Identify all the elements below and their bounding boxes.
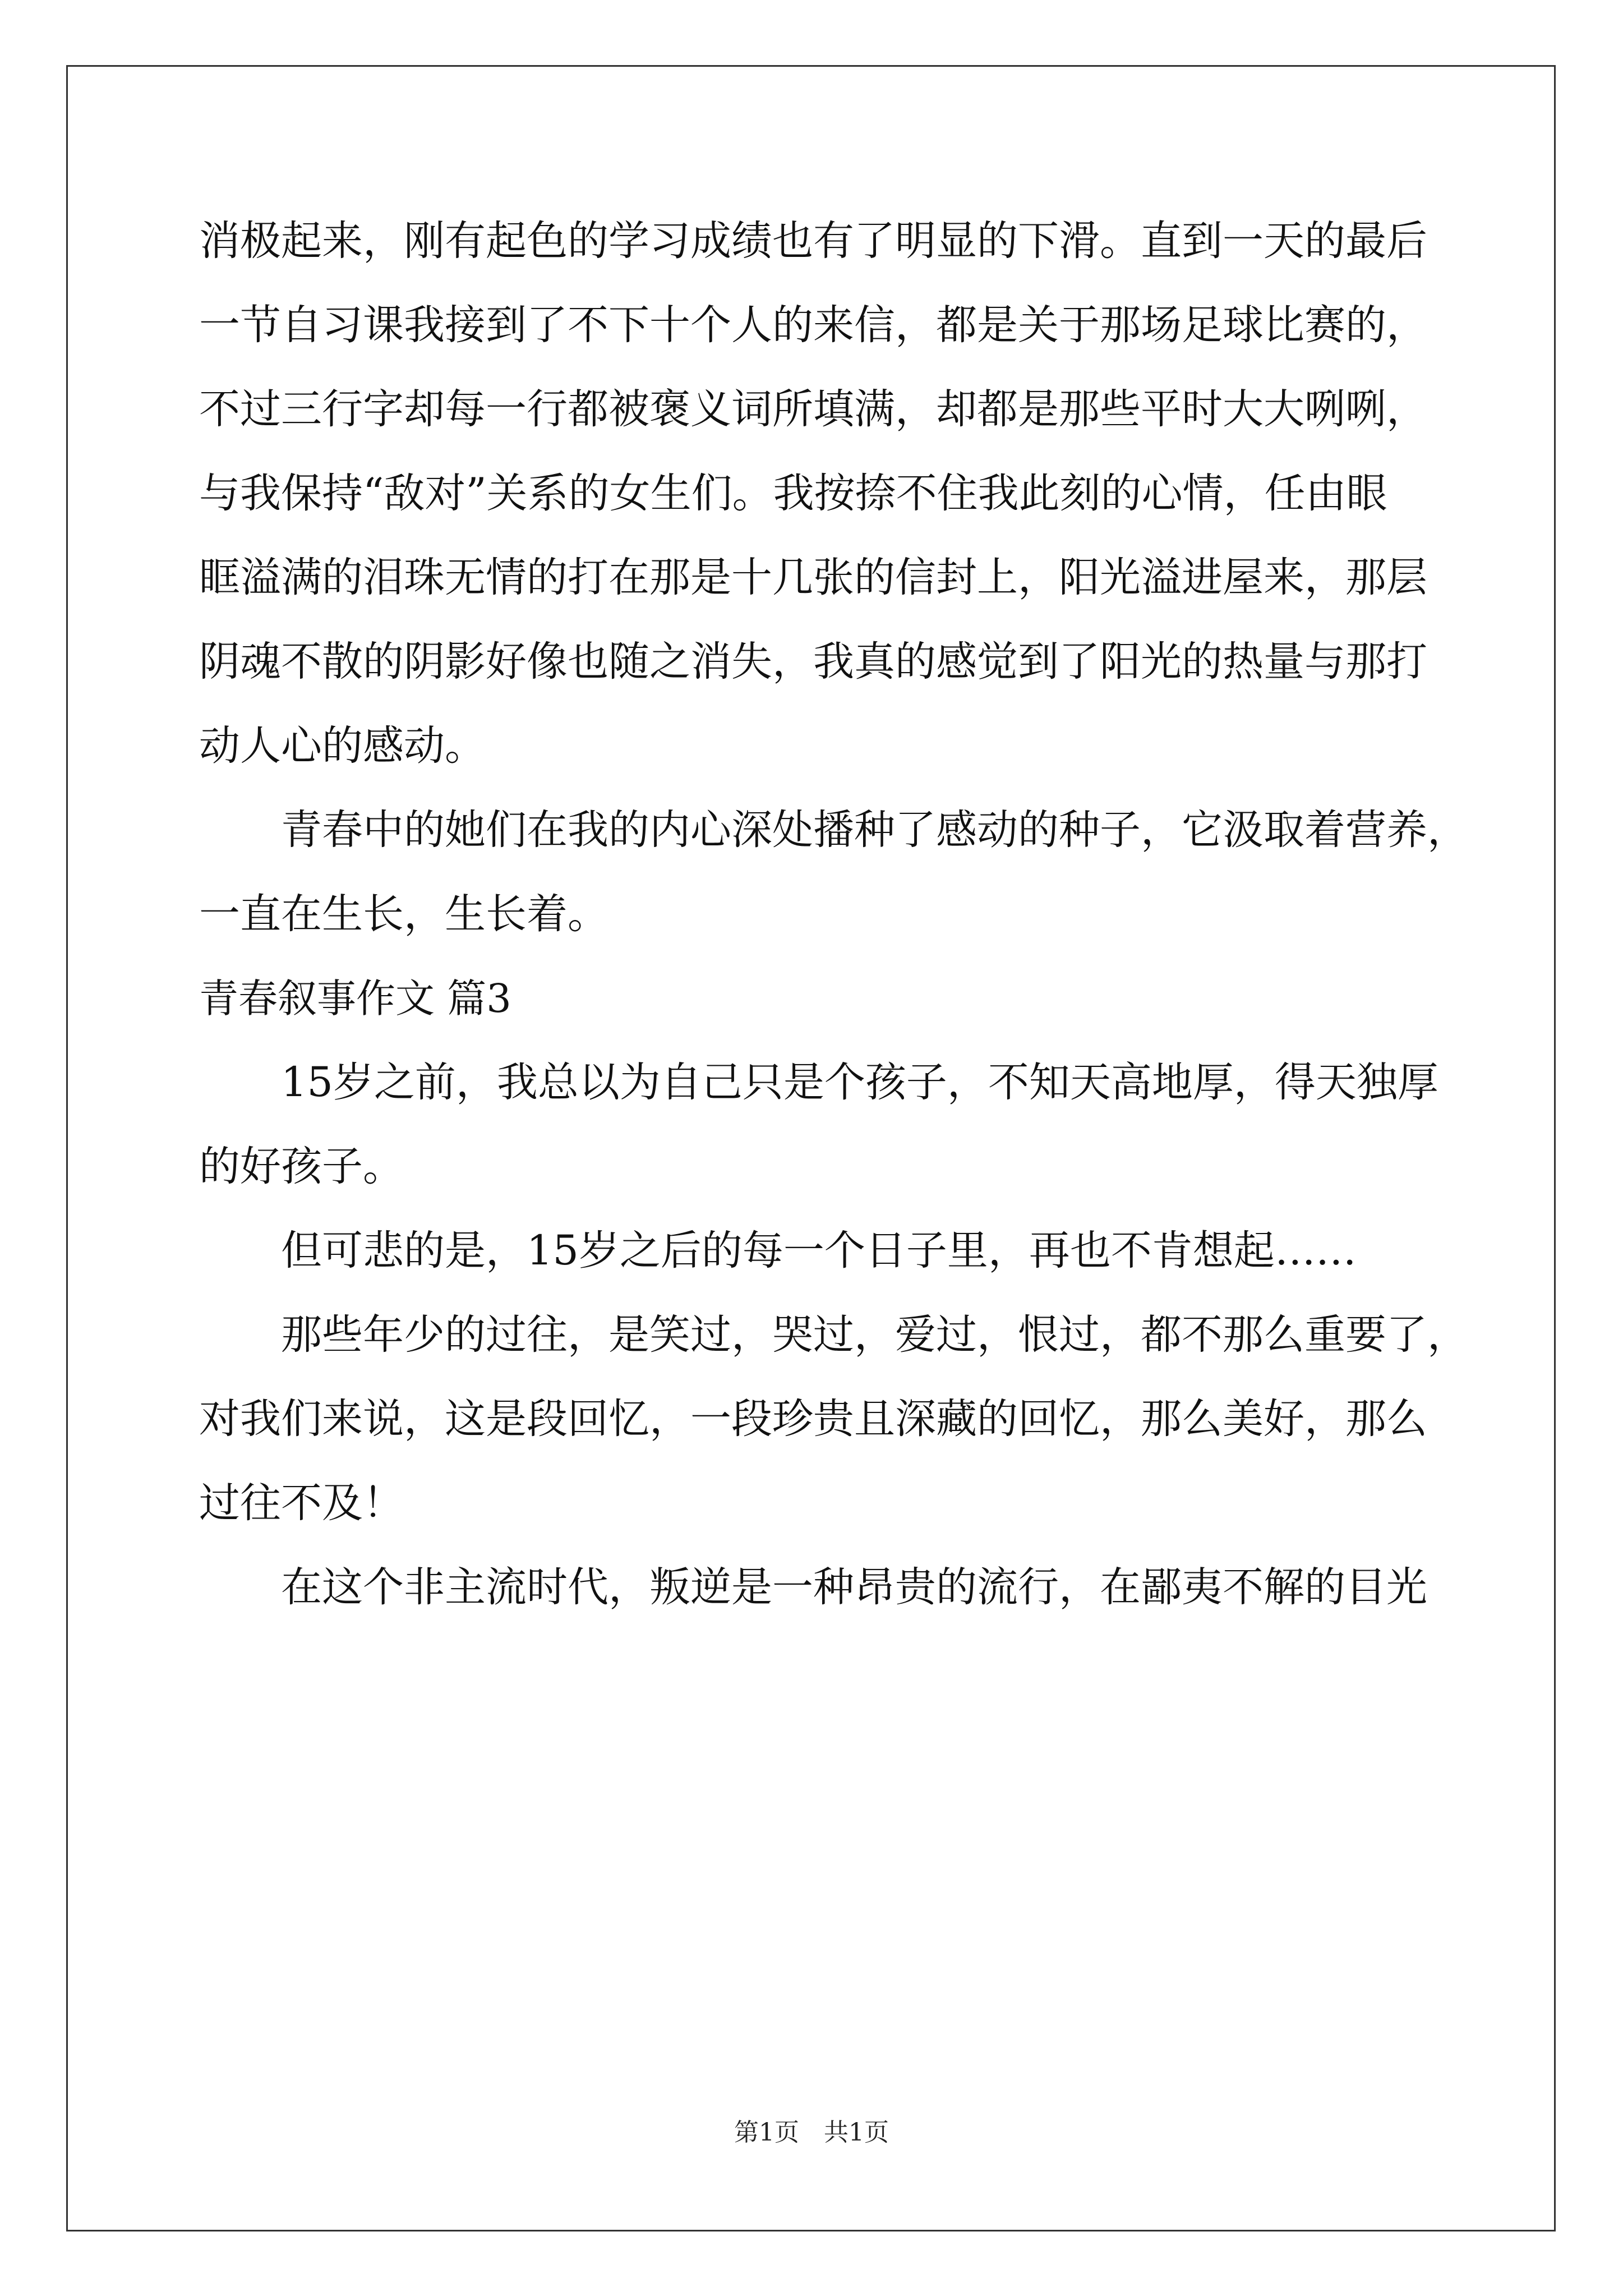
text-line: 一节自习课我接到了不下十个人的来信，都是关于那场足球比赛的， — [199, 301, 1427, 349]
paragraph-start-line: 但可悲的是，15岁之后的每一个日子里，再也不肯想起…… — [281, 1227, 1357, 1274]
text-line: 阴魂不散的阴影好像也随之消失，我真的感觉到了阳光的热量与那打 — [199, 638, 1427, 685]
section-heading: 青春叙事作文 篇3 — [199, 976, 511, 1022]
text-line: 一直在生长，生长着。 — [199, 890, 608, 938]
text-line: 动人心的感动。 — [199, 722, 486, 770]
text-line: 消极起来，刚有起色的学习成绩也有了明显的下滑。直到一天的最后 — [199, 217, 1427, 265]
text-line: 的好孩子。 — [199, 1143, 404, 1190]
page-footer: 第1页 共1页 — [734, 2118, 889, 2147]
text-line: 对我们来说，这是段回忆，一段珍贵且深藏的回忆，那么美好，那么 — [199, 1395, 1427, 1443]
paragraph-start-line: 青春中的她们在我的内心深处播种了感动的种子，它汲取着营养， — [281, 806, 1468, 854]
text-line: 眶溢满的泪珠无情的打在那是十几张的信封上，阳光溢进屋来，那层 — [199, 554, 1427, 601]
text-line: 过往不及！ — [199, 1479, 404, 1527]
text-line: 不过三行字却每一行都被褒义词所填满，却都是那些平时大大咧咧， — [199, 385, 1427, 433]
paragraph-start-line: 15岁之前，我总以为自己只是个孩子，不知天高地厚，得天独厚 — [281, 1059, 1438, 1106]
paragraph-start-line: 在这个非主流时代，叛逆是一种昂贵的流行，在鄙夷不解的目光 — [281, 1563, 1427, 1611]
text-line: 与我保持“敌对”关系的女生们。我按捺不住我此刻的心情，任由眼 — [199, 470, 1387, 517]
paragraph-start-line: 那些年少的过往，是笑过，哭过，爱过，恨过，都不那么重要了， — [281, 1311, 1468, 1359]
